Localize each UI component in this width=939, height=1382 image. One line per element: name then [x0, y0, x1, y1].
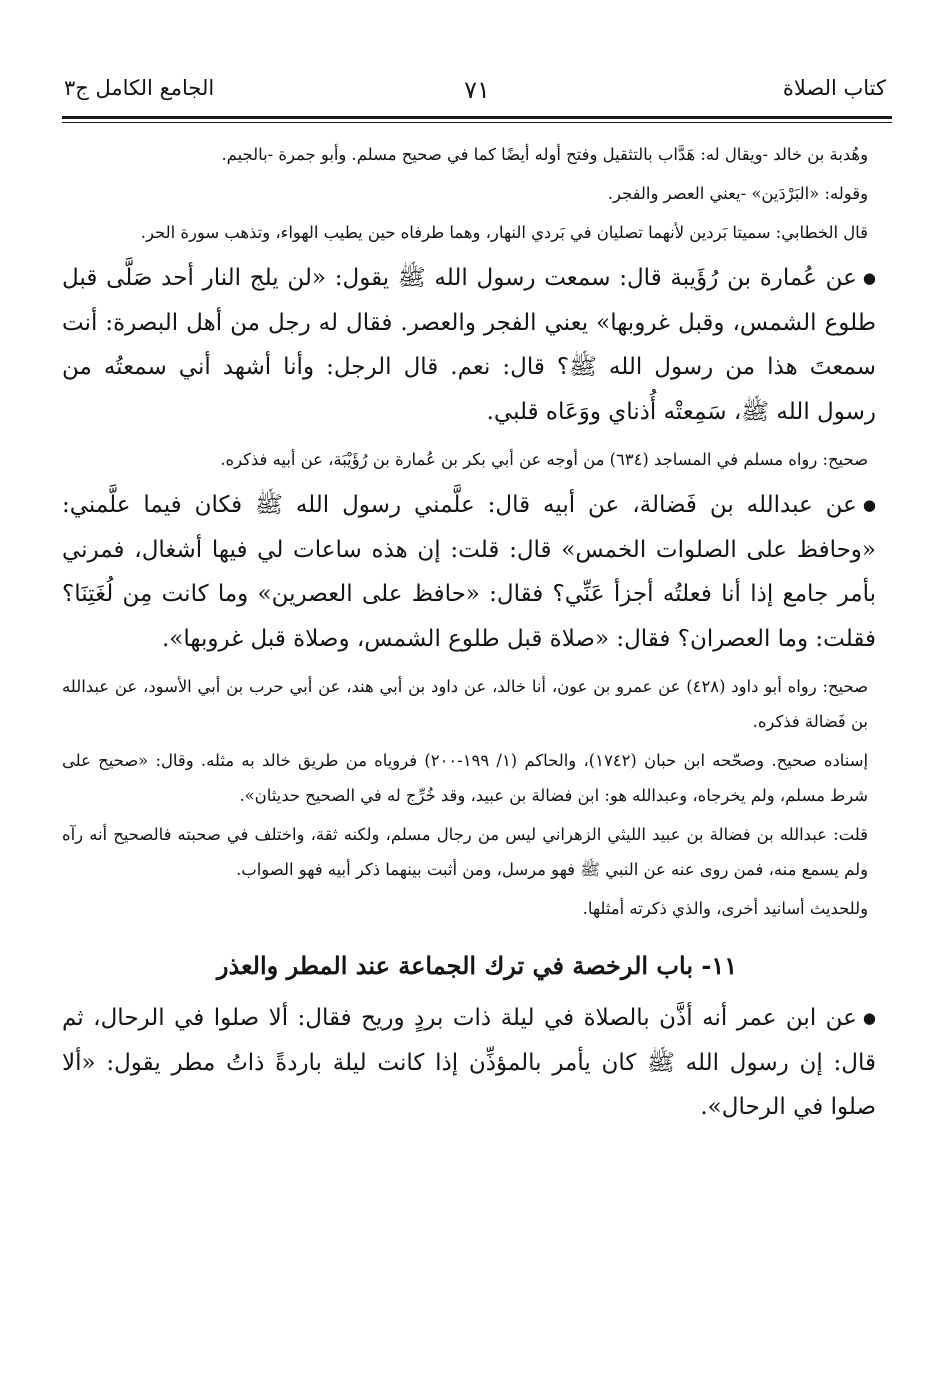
- page-body: [62, 137, 892, 1130]
- volume-title: الجامع الكامل ج٣: [64, 76, 215, 100]
- commentary-paragraph: وهُدبة بن خالد -ويقال له: هَدَّاب بالتثقيل وفتح أوله أيضًا كما في صحيح مسلم. وأبو جمرة -بالجيم.: [221, 145, 868, 164]
- bullet-icon: ●: [862, 1009, 876, 1027]
- page-header: [62, 70, 892, 116]
- page-number: ٧١: [464, 76, 490, 104]
- hadith-text: عن عبدالله بن فَضالة، عن أبيه قال: علَّمني رسول الله ﷺ فكان فيما علَّمني: «وحافظ على الصلوات الخمس» قال: قلت: إن هذه ساعات لي فيها أشغال، فمرني بأمر جامع إذا أنا فعلتُه أجزأ عَنِّي؟ فقال: «حافظ على العصرين» وما كانت مِن لُغَتِنَا؟ فقلت: وما العصران؟ فقال: «صلاة قبل طلوع الشمس، وصلاة قبل غروبها».: [62, 492, 876, 652]
- takhrij-paragraph: صحيح: رواه مسلم في المساجد (٦٣٤) من أوجه عن أبي بكر بن عُمارة بن رُؤَيْبَة، عن أبيه فذكره.: [220, 450, 868, 469]
- book-page: [62, 70, 892, 1138]
- note-paragraph: إسناده صحيح. وصحّحه ابن حبان (١٧٤٢)، والحاكم (١/ ١٩٩-٢٠٠) فروياه من طريق خالد به مثله. وقال: «صحيح على شرط مسلم، ولم يخرجاه، وعبدالله هو: ابن فضالة بن عبيد، وقد خُرِّج له في الصحيح حديثان».: [62, 751, 869, 805]
- takhrij-paragraph: صحيح: رواه أبو داود (٤٢٨) عن عمرو بن عون، أنا خالد، عن داود بن أبي هند، عن أبي حرب بن أبي الأسود، عن عبدالله بن فَضالة فذكره.: [62, 677, 868, 731]
- hadith-text: عن ابن عمر أنه أذَّن بالصلاة في ليلة ذات بردٍ وريح فقال: ألا صلوا في الرحال، ثم قال: إن رسول الله ﷺ كان يأمر بالمؤذِّن إذا كانت ليلة باردةً ذاتُ مطر يقول: «ألا صلوا في الرحال».: [62, 1005, 876, 1120]
- note-paragraph: قلت: عبدالله بن فضالة بن عبيد الليثي الزهراني ليس من رجال مسلم، ولكنه ثقة، واختلف في صحبته فالصحيح أنه رآه ولم يسمع منه، فمن روى عنه عن النبي ﷺ فهو مرسل، ومن أثبت بينهما ذكر أبيه فهو الصواب.: [62, 825, 868, 879]
- commentary-paragraph: قال الخطابي: سميتا بَردين لأنهما تصليان في بَردي النهار، وهما طرفاه حين يطيب الهواء، وتذهب سورة الحر.: [140, 223, 868, 242]
- hadith-paragraph: [62, 256, 892, 434]
- hadith-paragraph: [62, 996, 892, 1130]
- header-rule-thin: [62, 122, 892, 123]
- note-paragraph: وللحديث أسانيد أخرى، والذي ذكرته أمثلها.: [582, 899, 868, 918]
- hadith-text: عن عُمارة بن رُؤَيبة قال: سمعت رسول الله ﷺ يقول: «لن يلج النار أحد صَلَّى قبل طلوع الشمس، وقبل غروبها» يعني الفجر والعصر. فقال له رجل من أهل البصرة: أنت سمعتَ هذا من رسول الله ﷺ؟ قال: نعم. قال الرجل: وأنا أشهد أني سمعتُه من رسول الله ﷺ، سَمِعتْه أُذناي ووَعَاه قلبي.: [62, 265, 876, 425]
- chapter-title: كتاب الصلاة: [782, 76, 886, 100]
- hadith-paragraph: [62, 483, 892, 661]
- commentary-paragraph: وقوله: «البَرْدَين» -يعني العصر والفجر.: [607, 184, 868, 203]
- header-rule-thick: [62, 116, 892, 119]
- bullet-icon: ●: [862, 496, 876, 514]
- section-heading: ١١- باب الرخصة في ترك الجماعة عند المطر والعذر: [216, 951, 738, 980]
- bullet-icon: ●: [862, 269, 876, 287]
